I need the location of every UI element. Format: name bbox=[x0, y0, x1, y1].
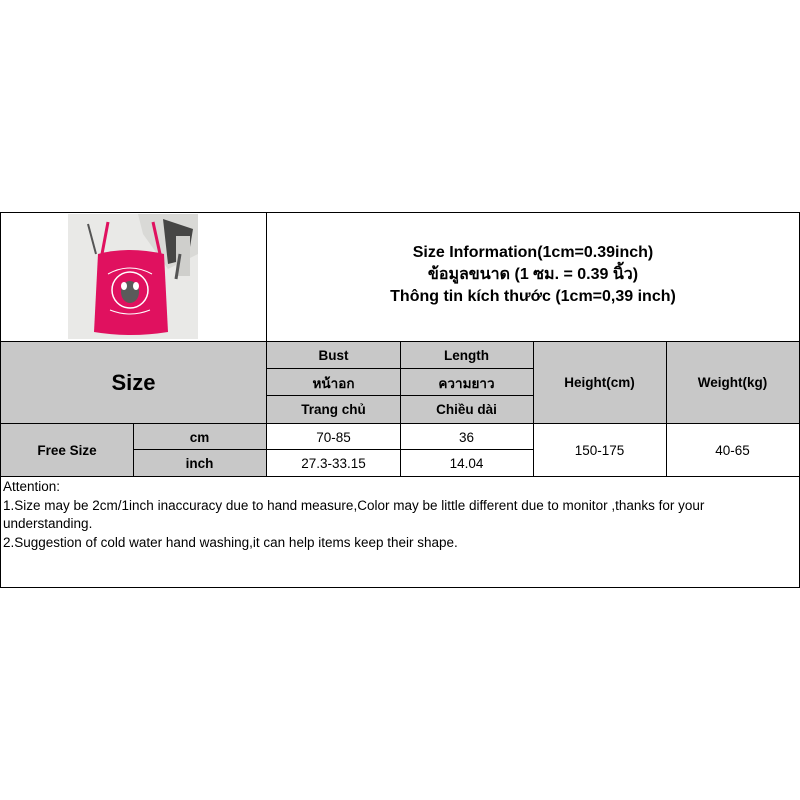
header-line-en: Size Information(1cm=0.39inch) bbox=[412, 244, 654, 261]
bust-label-vi: Trang chủ bbox=[301, 402, 366, 417]
notes-title: Attention: bbox=[3, 479, 61, 494]
length-cm-value: 36 bbox=[458, 429, 475, 445]
product-image bbox=[68, 214, 198, 339]
length-label-vi: Chiều dài bbox=[436, 402, 497, 417]
height-header: Height(cm) bbox=[564, 375, 635, 390]
notes-line-1: 1.Size may be 2cm/1inch inaccuracy due to hand measure,Color may be little different due to monitor ,thanks for your understanding. bbox=[3, 497, 705, 531]
weight-value: 40-65 bbox=[715, 442, 750, 458]
notes-line-2: 2.Suggestion of cold water hand washing,it can help items keep their shape. bbox=[3, 534, 458, 550]
bust-label-en: Bust bbox=[318, 348, 349, 363]
header-line-th: ข้อมูลขนาด (1 ซม. = 0.39 นิ้ว) bbox=[427, 266, 639, 283]
free-size-label: Free Size bbox=[37, 442, 97, 458]
size-column-header: Size bbox=[111, 369, 156, 395]
unit-cm-label: cm bbox=[189, 429, 210, 445]
attention-notes bbox=[3, 478, 795, 552]
bust-cm-value: 70-85 bbox=[316, 429, 351, 445]
unit-inch-label: inch bbox=[185, 455, 214, 471]
size-info-header bbox=[267, 242, 799, 308]
length-label-en: Length bbox=[444, 348, 489, 363]
bust-inch-value: 27.3-33.15 bbox=[301, 455, 366, 471]
length-inch-value: 14.04 bbox=[449, 455, 484, 471]
bust-label-th: หน้าอก bbox=[312, 375, 355, 391]
length-label-th: ความยาว bbox=[438, 375, 495, 391]
header-line-vi: Thông tin kích thước (1cm=0,39 inch) bbox=[390, 288, 676, 305]
weight-header: Weight(kg) bbox=[697, 375, 768, 390]
height-value: 150-175 bbox=[574, 442, 625, 458]
camisole-illustration bbox=[68, 214, 198, 339]
